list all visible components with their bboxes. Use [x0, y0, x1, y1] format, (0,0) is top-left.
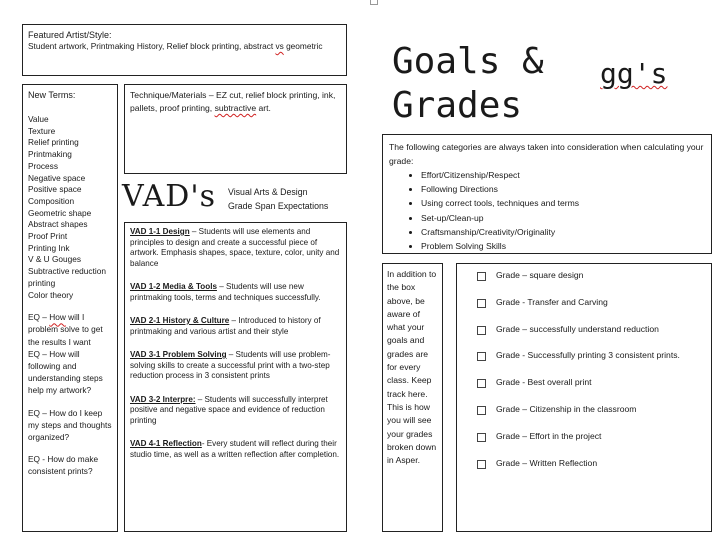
goals-grades-title: Goals & Grades	[392, 41, 544, 126]
technique-materials-box: Technique/Materials – EZ cut, relief block printing, ink, pallets, proof printing, subtractive art.	[124, 84, 347, 174]
essential-question-1: EQ – How will I problem solve to get the results I want	[28, 312, 103, 347]
term-item: Negative space	[28, 172, 86, 183]
grade-row: Grade – Citizenship in the classroom	[477, 404, 711, 431]
checkbox[interactable]	[477, 352, 486, 361]
term-item: Process	[28, 160, 58, 171]
checkbox[interactable]	[477, 326, 486, 335]
grade-row: Grade – Effort in the project	[477, 431, 711, 458]
vad-subtitle: Visual Arts & Design Grade Span Expectations	[228, 187, 329, 211]
checkbox[interactable]	[477, 433, 486, 442]
vad-title: VAD's	[122, 179, 216, 214]
in-addition-box: In addition to the box above, be aware of what your goals and grades are for every class. Keep track here. This is how you will see your grades broken down in Asper.	[382, 263, 443, 532]
vad-standards-box	[124, 222, 347, 532]
checkbox[interactable]	[477, 460, 486, 469]
term-item: V & U Gouges	[28, 254, 82, 265]
grade-row: Grade - Successfully printing 3 consistent prints.	[477, 350, 711, 377]
term-item: Printing Ink	[28, 242, 70, 253]
checkbox[interactable]	[477, 299, 486, 308]
essential-question-3: EQ – How do I keep my steps and thoughts organized?	[28, 407, 112, 443]
featured-artist-label: Featured Artist/Style:	[28, 30, 112, 40]
featured-artist-box	[22, 24, 347, 76]
vad-item: VAD 2-1 History & Culture – Introduced to history of printmaking and various artist and their style	[130, 316, 321, 336]
vad-item: VAD 1-1 Design – Students will use elements and principles to design and create a successful piece of artwork. Emphasis shapes, space, texture, color, unity and balance	[130, 227, 340, 268]
vad-item: VAD 3-1 Problem Solving – Students will use problem-solving skills to create a successful print with a two-step reduction process in 3 consistent prints	[130, 350, 331, 380]
term-item: Positive space	[28, 184, 82, 195]
term-item: Printmaking	[28, 149, 72, 160]
term-item: Composition	[28, 195, 75, 206]
category-item: • Problem Solving Skills	[421, 239, 705, 253]
term-item: Subtractive reduction printing	[28, 266, 106, 288]
checkbox[interactable]	[477, 272, 486, 281]
category-item: • Following Directions	[421, 182, 705, 196]
checkbox[interactable]	[477, 379, 486, 388]
grades-checklist-box	[456, 263, 712, 532]
grade-row: Grade - Best overall print	[477, 377, 711, 404]
essential-question-4: EQ - How do make consistent prints?	[28, 454, 99, 477]
vad-item: VAD 1-2 Media & Tools – Students will use new printmaking tools, terms and techniques successfully.	[130, 282, 321, 302]
new-terms-box	[22, 84, 118, 532]
essential-question-2: EQ – How will following and understanding steps help my artwork?	[28, 348, 103, 396]
grade-row: Grade – square design	[477, 270, 711, 297]
term-item: Value	[28, 114, 49, 124]
category-item: • Set-up/Clean-up	[421, 211, 705, 225]
grade-row: Grade – Written Reflection	[477, 458, 711, 485]
vad-item: VAD 4-1 Reflection- Every student will reflect during their studio time, as well as a written reflection after completion.	[130, 439, 340, 459]
categories-intro: The following categories are always taken into consideration when calculating your grade:	[389, 142, 704, 166]
term-item: Color theory	[28, 289, 74, 300]
vad-item: VAD 3-2 Interpre: – Students will successfully interpret positive and negative space and evidence of reduction printing	[130, 394, 328, 425]
term-item: Texture	[28, 125, 56, 136]
term-item: Abstract shapes	[28, 219, 88, 230]
grading-categories-box	[382, 134, 712, 254]
technique-label: Technique/Materials	[130, 90, 207, 100]
featured-artist-text: Student artwork, Printmaking History, Relief block printing, abstract vs geometric	[28, 41, 323, 51]
category-item: • Effort/Citizenship/Respect	[421, 168, 705, 182]
term-item: Relief printing	[28, 137, 79, 148]
ggs-heading: gg's	[600, 57, 668, 90]
term-item: Proof Print	[28, 231, 68, 242]
category-item: • Craftsmanship/Creativity/Originality	[421, 225, 705, 239]
grade-row: Grade - Transfer and Carving	[477, 297, 711, 324]
term-item: Geometric shape	[28, 207, 92, 218]
categories-list	[389, 168, 705, 253]
grade-row: Grade – successfully understand reduction	[477, 324, 711, 351]
page-corner-marker	[370, 0, 378, 5]
category-item: • Using correct tools, techniques and terms	[421, 196, 705, 210]
checkbox[interactable]	[477, 406, 486, 415]
new-terms-title: New Terms:	[28, 90, 76, 100]
